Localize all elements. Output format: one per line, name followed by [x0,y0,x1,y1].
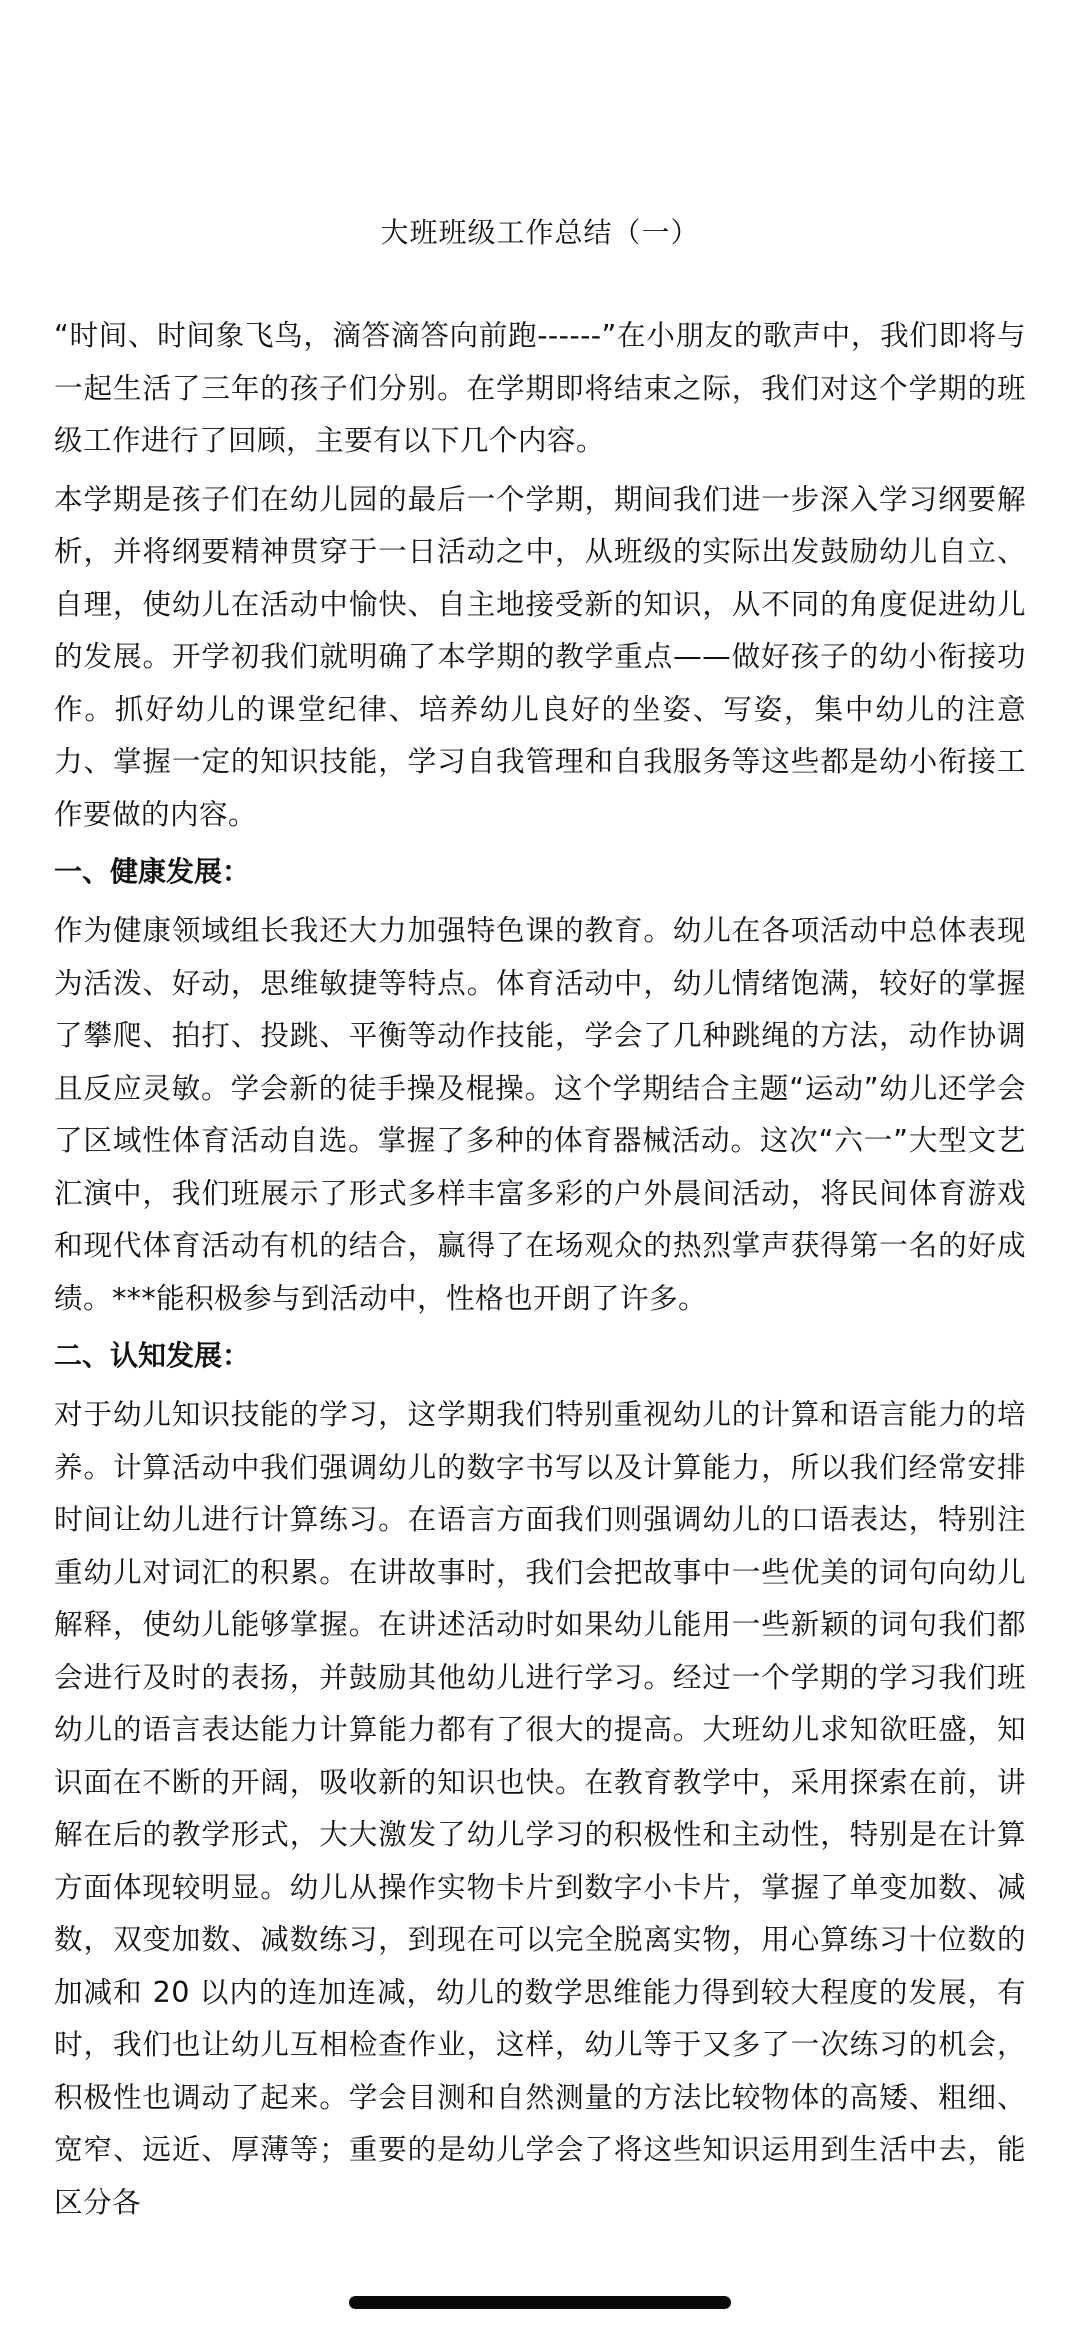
section-heading-health: 一、健康发展： [54,855,251,888]
section-body-cognition: 对于幼儿知识技能的学习，这学期我们特别重视幼儿的计算和语言能力的培养。计算活动中我们强调幼儿的数字书写以及计算能力，所以我们经常安排时间让幼儿进行计算练习。在语言方面我们则强调幼儿的口语表达，特别注重幼儿对词汇的积累。在讲故事时，我们会把故事中一些优美的词句向幼儿解释，使幼儿能够掌握。在讲述活动时如果幼儿能用一些新颖的词句我们都会进行及时的表扬，并鼓励其他幼儿进行学习。经过一个学期的学习我们班幼儿的语言表达能力计算能力都有了很大的提高。大班幼儿求知欲旺盛，知识面在不断的开阔，吸收新的知识也快。在教育教学中，采用探索在前，讲解在后的教学形式，大大激发了幼儿学习的积极性和主动性，特别是在计算方面体现较明显。幼儿从操作实物卡片到数字小卡片，掌握了单变加数、减数，双变加数、减数练习，到现在可以完全脱离实物，用心算练习十位数的加减和 20 以内的连加连减，幼儿的数学思维能力得到较大程度的发展，有时，我们也让幼儿互相检查作业，这样，幼儿等于又多了一次练习的机会，积极性也调动了起来。学会目测和自然测量的方法比较物体的高矮、粗细、宽窄、远近、厚薄等；重要的是幼儿学会了将这些知识运用到生活中去，能区分各 [54,1397,1026,2219]
home-indicator[interactable] [349,2296,731,2309]
section-body-health: 作为健康领域组长我还大力加强特色课的教育。幼儿在各项活动中总体表现为活泼、好动，思维敏捷等特点。体育活动中，幼儿情绪饱满，较好的掌握了攀爬、拍打、投跳、平衡等动作技能，学会了几种跳绳的方法，动作协调且反应灵敏。学会新的徒手操及棍操。这个学期结合主题“运动”幼儿还学会了区域性体育活动自选。掌握了多种的体育器械活动。这次“六一”大型文艺汇演中，我们班展示了形式多样丰富多彩的户外晨间活动，将民间体育游戏和现代体育活动有机的结合，赢得了在场观众的热烈掌声获得第一名的好成绩。***能积极参与到活动中，性格也开朗了许多。 [54,913,1026,1315]
document-body [54,205,1026,2234]
intro-paragraph-2: 本学期是孩子们在幼儿园的最后一个学期，期间我们进一步深入学习纲要解析，并将纲要精神贯穿于一日活动之中，从班级的实际出发鼓励幼儿自立、自理，使幼儿在活动中愉快、自主地接受新的知识，从不同的角度促进幼儿的发展。开学初我们就明确了本学期的教学重点——做好孩子的幼小衔接功作。抓好幼儿的课堂纪律、培养幼儿良好的坐姿、写姿，集中幼儿的注意力、掌握一定的知识技能，学习自我管理和自我服务等这些都是幼小衔接工作要做的内容。 [54,481,1026,831]
section-heading-cognition: 二、认知发展： [54,1339,251,1372]
intro-paragraph-1: “时间、时间象飞鸟，滴答滴答向前跑------”在小朋友的歌声中，我们即将与一起生活了三年的孩子们分别。在学期即将结束之际，我们对这个学期的班级工作进行了回顾，主要有以下几个内容。 [54,318,1026,457]
document-title: 大班班级工作总结（一） [380,216,700,249]
